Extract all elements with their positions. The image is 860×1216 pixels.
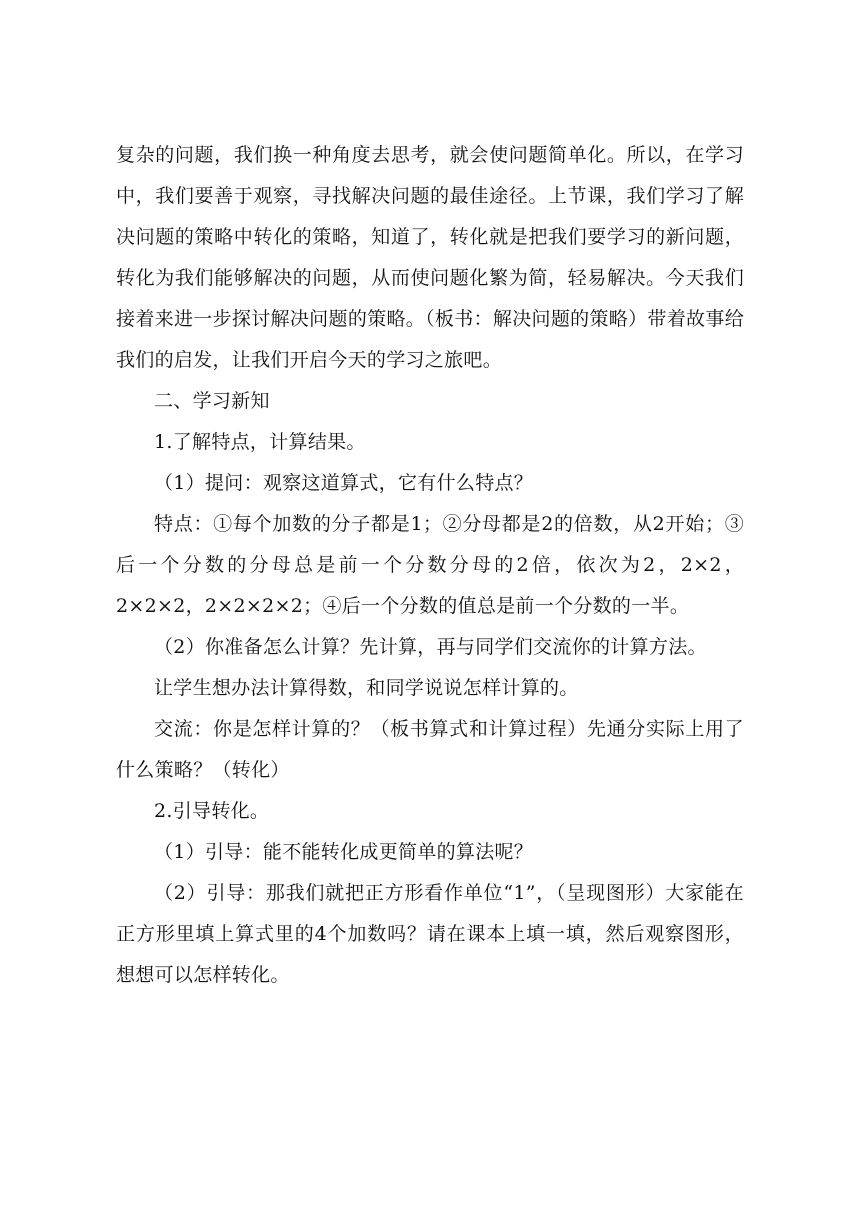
paragraph-features-list: 特点：①每个加数的分子都是1；②分母都是2的倍数，从2开始；③后一个分数的分母总是前一个分数分母的2倍，依次为2，2×2，2×2×2，2×2×2×2；④后一个分数的值总是前一个分数的一半。 <box>116 513 744 617</box>
paragraph-exchange: 交流：你是怎样计算的？（板书算式和计算过程）先通分实际上用了什么策略？（转化） <box>116 718 744 781</box>
question-simpler-method: （1）引导：能不能转化成更简单的算法呢？ <box>154 841 534 863</box>
question-observe-formula: （1）提问：观察这道算式，它有什么特点？ <box>154 472 534 494</box>
document-body <box>116 135 744 996</box>
paragraph-square-unit: （2）引导：那我们就把正方形看作单位“1”，（呈现图形）大家能在正方形里填上算式里的4个加数吗？请在课本上填一填，然后观察图形，想想可以怎样转化。 <box>116 882 744 986</box>
question-how-to-calculate: （2）你准备怎么计算？先计算，再与同学们交流你的计算方法。 <box>154 636 707 658</box>
section-heading-new-knowledge: 二、学习新知 <box>154 390 270 412</box>
step-heading-guide-transform: 2.引导转化。 <box>154 800 270 822</box>
paragraph-students-calculate: 让学生想办法计算得数，和同学说说怎样计算的。 <box>154 677 579 699</box>
step-heading-features: 1.了解特点，计算结果。 <box>154 431 366 453</box>
paragraph-intro-continuation: 复杂的问题，我们换一种角度去思考，就会使问题简单化。所以，在学习中，我们要善于观察，寻找解决问题的最佳途径。上节课，我们学习了解决问题的策略中转化的策略，知道了，转化就是把我们要学习的新问题，转化为我们能够解决的问题，从而使问题化繁为简，轻易解决。今天我们接着来进一步探讨解决问题的策略。（板书：解决问题的策略）带着故事给我们的启发，让我们开启今天的学习之旅吧。 <box>116 144 744 371</box>
